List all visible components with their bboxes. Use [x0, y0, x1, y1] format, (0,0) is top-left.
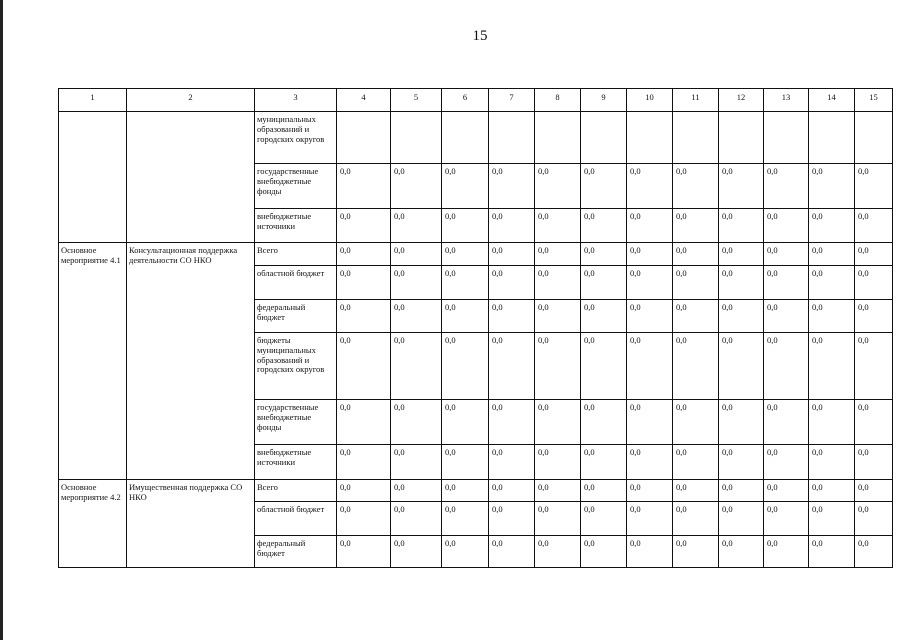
value-cell: 0,0	[391, 209, 442, 243]
table-header-row	[59, 89, 893, 112]
funding-source-cell: внебюджетные источники	[255, 209, 337, 243]
value-cell: 0,0	[673, 536, 719, 568]
column-header: 15	[855, 89, 893, 112]
value-cell: 0,0	[809, 333, 855, 400]
value-cell: 0,0	[627, 536, 673, 568]
value-cell: 0,0	[809, 209, 855, 243]
column-header: 8	[535, 89, 581, 112]
value-cell: 0,0	[627, 480, 673, 502]
funding-source-cell: Всего	[255, 480, 337, 502]
value-cell	[764, 112, 809, 164]
value-cell: 0,0	[581, 266, 627, 300]
value-cell: 0,0	[581, 243, 627, 266]
value-cell	[627, 112, 673, 164]
value-cell: 0,0	[855, 536, 893, 568]
value-cell: 0,0	[627, 243, 673, 266]
value-cell: 0,0	[673, 480, 719, 502]
column-header: 10	[627, 89, 673, 112]
value-cell: 0,0	[489, 164, 535, 209]
value-cell: 0,0	[855, 209, 893, 243]
value-cell: 0,0	[809, 400, 855, 445]
value-cell: 0,0	[764, 266, 809, 300]
value-cell: 0,0	[764, 445, 809, 480]
value-cell	[337, 112, 391, 164]
value-cell: 0,0	[627, 266, 673, 300]
value-cell: 0,0	[535, 164, 581, 209]
column-header: 3	[255, 89, 337, 112]
column-header: 5	[391, 89, 442, 112]
value-cell: 0,0	[442, 300, 489, 333]
value-cell: 0,0	[764, 502, 809, 536]
value-cell: 0,0	[627, 445, 673, 480]
value-cell: 0,0	[673, 243, 719, 266]
value-cell: 0,0	[391, 536, 442, 568]
value-cell	[719, 112, 764, 164]
table-row	[59, 480, 893, 502]
value-cell: 0,0	[719, 300, 764, 333]
value-cell: 0,0	[337, 502, 391, 536]
column-header: 14	[809, 89, 855, 112]
value-cell: 0,0	[627, 502, 673, 536]
value-cell: 0,0	[581, 333, 627, 400]
value-cell: 0,0	[535, 536, 581, 568]
value-cell: 0,0	[673, 164, 719, 209]
value-cell: 0,0	[809, 164, 855, 209]
value-cell: 0,0	[337, 445, 391, 480]
value-cell: 0,0	[442, 164, 489, 209]
value-cell: 0,0	[627, 333, 673, 400]
value-cell: 0,0	[337, 243, 391, 266]
column-header: 2	[127, 89, 255, 112]
value-cell: 0,0	[581, 502, 627, 536]
value-cell: 0,0	[673, 502, 719, 536]
value-cell: 0,0	[764, 243, 809, 266]
value-cell	[489, 112, 535, 164]
value-cell: 0,0	[391, 266, 442, 300]
value-cell: 0,0	[581, 480, 627, 502]
value-cell: 0,0	[809, 243, 855, 266]
value-cell: 0,0	[855, 266, 893, 300]
value-cell: 0,0	[442, 480, 489, 502]
activity-cell: Основное мероприятие 4.1	[59, 243, 127, 480]
value-cell: 0,0	[442, 502, 489, 536]
value-cell: 0,0	[391, 333, 442, 400]
value-cell: 0,0	[581, 300, 627, 333]
activity-name-cell: Имущественная поддержка СО НКО	[127, 480, 255, 568]
value-cell: 0,0	[764, 480, 809, 502]
value-cell: 0,0	[535, 445, 581, 480]
value-cell: 0,0	[809, 480, 855, 502]
value-cell: 0,0	[442, 445, 489, 480]
value-cell: 0,0	[764, 164, 809, 209]
value-cell: 0,0	[535, 243, 581, 266]
value-cell: 0,0	[627, 300, 673, 333]
value-cell: 0,0	[673, 400, 719, 445]
value-cell: 0,0	[581, 209, 627, 243]
value-cell: 0,0	[719, 536, 764, 568]
column-header: 13	[764, 89, 809, 112]
value-cell: 0,0	[442, 536, 489, 568]
value-cell: 0,0	[535, 209, 581, 243]
value-cell: 0,0	[442, 243, 489, 266]
value-cell: 0,0	[442, 209, 489, 243]
funding-source-cell: Всего	[255, 243, 337, 266]
value-cell: 0,0	[489, 333, 535, 400]
value-cell: 0,0	[627, 400, 673, 445]
value-cell: 0,0	[489, 400, 535, 445]
value-cell: 0,0	[489, 300, 535, 333]
value-cell: 0,0	[535, 300, 581, 333]
value-cell: 0,0	[535, 480, 581, 502]
activity-cell	[59, 112, 127, 243]
value-cell: 0,0	[489, 480, 535, 502]
value-cell: 0,0	[719, 333, 764, 400]
page-number: 15	[472, 28, 488, 44]
value-cell: 0,0	[627, 209, 673, 243]
value-cell: 0,0	[337, 400, 391, 445]
funding-source-cell: внебюджетные источники	[255, 445, 337, 480]
value-cell: 0,0	[581, 400, 627, 445]
value-cell: 0,0	[673, 300, 719, 333]
value-cell: 0,0	[855, 502, 893, 536]
activity-name-cell	[127, 112, 255, 243]
value-cell: 0,0	[337, 536, 391, 568]
value-cell: 0,0	[535, 400, 581, 445]
value-cell: 0,0	[673, 266, 719, 300]
value-cell: 0,0	[489, 536, 535, 568]
column-header: 6	[442, 89, 489, 112]
table-row	[59, 112, 893, 164]
value-cell: 0,0	[855, 480, 893, 502]
column-header: 1	[59, 89, 127, 112]
column-header: 4	[337, 89, 391, 112]
budget-table	[58, 88, 893, 568]
value-cell: 0,0	[809, 266, 855, 300]
value-cell: 0,0	[581, 164, 627, 209]
funding-source-cell: областной бюджет	[255, 266, 337, 300]
value-cell	[809, 112, 855, 164]
value-cell	[535, 112, 581, 164]
value-cell: 0,0	[673, 333, 719, 400]
value-cell: 0,0	[855, 164, 893, 209]
value-cell: 0,0	[719, 209, 764, 243]
value-cell: 0,0	[855, 445, 893, 480]
value-cell: 0,0	[535, 502, 581, 536]
column-header: 7	[489, 89, 535, 112]
value-cell: 0,0	[764, 400, 809, 445]
value-cell: 0,0	[337, 300, 391, 333]
value-cell: 0,0	[489, 243, 535, 266]
funding-source-cell: областной бюджет	[255, 502, 337, 536]
value-cell: 0,0	[855, 333, 893, 400]
value-cell: 0,0	[337, 209, 391, 243]
value-cell: 0,0	[719, 266, 764, 300]
page-edge-line	[0, 0, 3, 640]
column-header: 9	[581, 89, 627, 112]
funding-source-cell: государственные внебюджетные фонды	[255, 400, 337, 445]
value-cell: 0,0	[535, 333, 581, 400]
column-header: 11	[673, 89, 719, 112]
value-cell: 0,0	[442, 400, 489, 445]
value-cell: 0,0	[391, 445, 442, 480]
value-cell: 0,0	[764, 536, 809, 568]
value-cell: 0,0	[719, 445, 764, 480]
activity-name-cell: Консультационная поддержка деятельности СО НКО	[127, 243, 255, 480]
value-cell: 0,0	[337, 333, 391, 400]
value-cell: 0,0	[719, 164, 764, 209]
activity-cell: Основное мероприятие 4.2	[59, 480, 127, 568]
value-cell: 0,0	[581, 536, 627, 568]
value-cell	[855, 112, 893, 164]
value-cell: 0,0	[337, 266, 391, 300]
value-cell: 0,0	[489, 266, 535, 300]
column-header: 12	[719, 89, 764, 112]
value-cell: 0,0	[719, 243, 764, 266]
funding-source-cell: государственные внебюджетные фонды	[255, 164, 337, 209]
value-cell: 0,0	[337, 480, 391, 502]
value-cell: 0,0	[489, 209, 535, 243]
funding-source-cell: бюджеты муниципальных образований и городских округов	[255, 333, 337, 400]
value-cell: 0,0	[855, 243, 893, 266]
value-cell: 0,0	[391, 400, 442, 445]
table-row	[59, 243, 893, 266]
value-cell: 0,0	[809, 300, 855, 333]
value-cell: 0,0	[627, 164, 673, 209]
value-cell	[673, 112, 719, 164]
value-cell: 0,0	[764, 209, 809, 243]
value-cell: 0,0	[535, 266, 581, 300]
value-cell: 0,0	[719, 502, 764, 536]
value-cell: 0,0	[391, 243, 442, 266]
value-cell	[442, 112, 489, 164]
value-cell: 0,0	[489, 445, 535, 480]
value-cell: 0,0	[391, 300, 442, 333]
value-cell: 0,0	[391, 480, 442, 502]
funding-source-cell: федеральный бюджет	[255, 536, 337, 568]
value-cell	[391, 112, 442, 164]
value-cell: 0,0	[489, 502, 535, 536]
value-cell: 0,0	[719, 480, 764, 502]
value-cell: 0,0	[855, 300, 893, 333]
value-cell: 0,0	[719, 400, 764, 445]
value-cell: 0,0	[337, 164, 391, 209]
value-cell: 0,0	[581, 445, 627, 480]
value-cell	[581, 112, 627, 164]
value-cell: 0,0	[391, 502, 442, 536]
value-cell: 0,0	[809, 502, 855, 536]
value-cell: 0,0	[809, 536, 855, 568]
value-cell: 0,0	[809, 445, 855, 480]
value-cell: 0,0	[764, 333, 809, 400]
value-cell: 0,0	[442, 333, 489, 400]
value-cell: 0,0	[855, 400, 893, 445]
value-cell: 0,0	[673, 209, 719, 243]
value-cell: 0,0	[673, 445, 719, 480]
value-cell: 0,0	[442, 266, 489, 300]
value-cell: 0,0	[391, 164, 442, 209]
value-cell: 0,0	[764, 300, 809, 333]
funding-source-cell: муниципальных образований и городских округов	[255, 112, 337, 164]
funding-source-cell: федеральный бюджет	[255, 300, 337, 333]
